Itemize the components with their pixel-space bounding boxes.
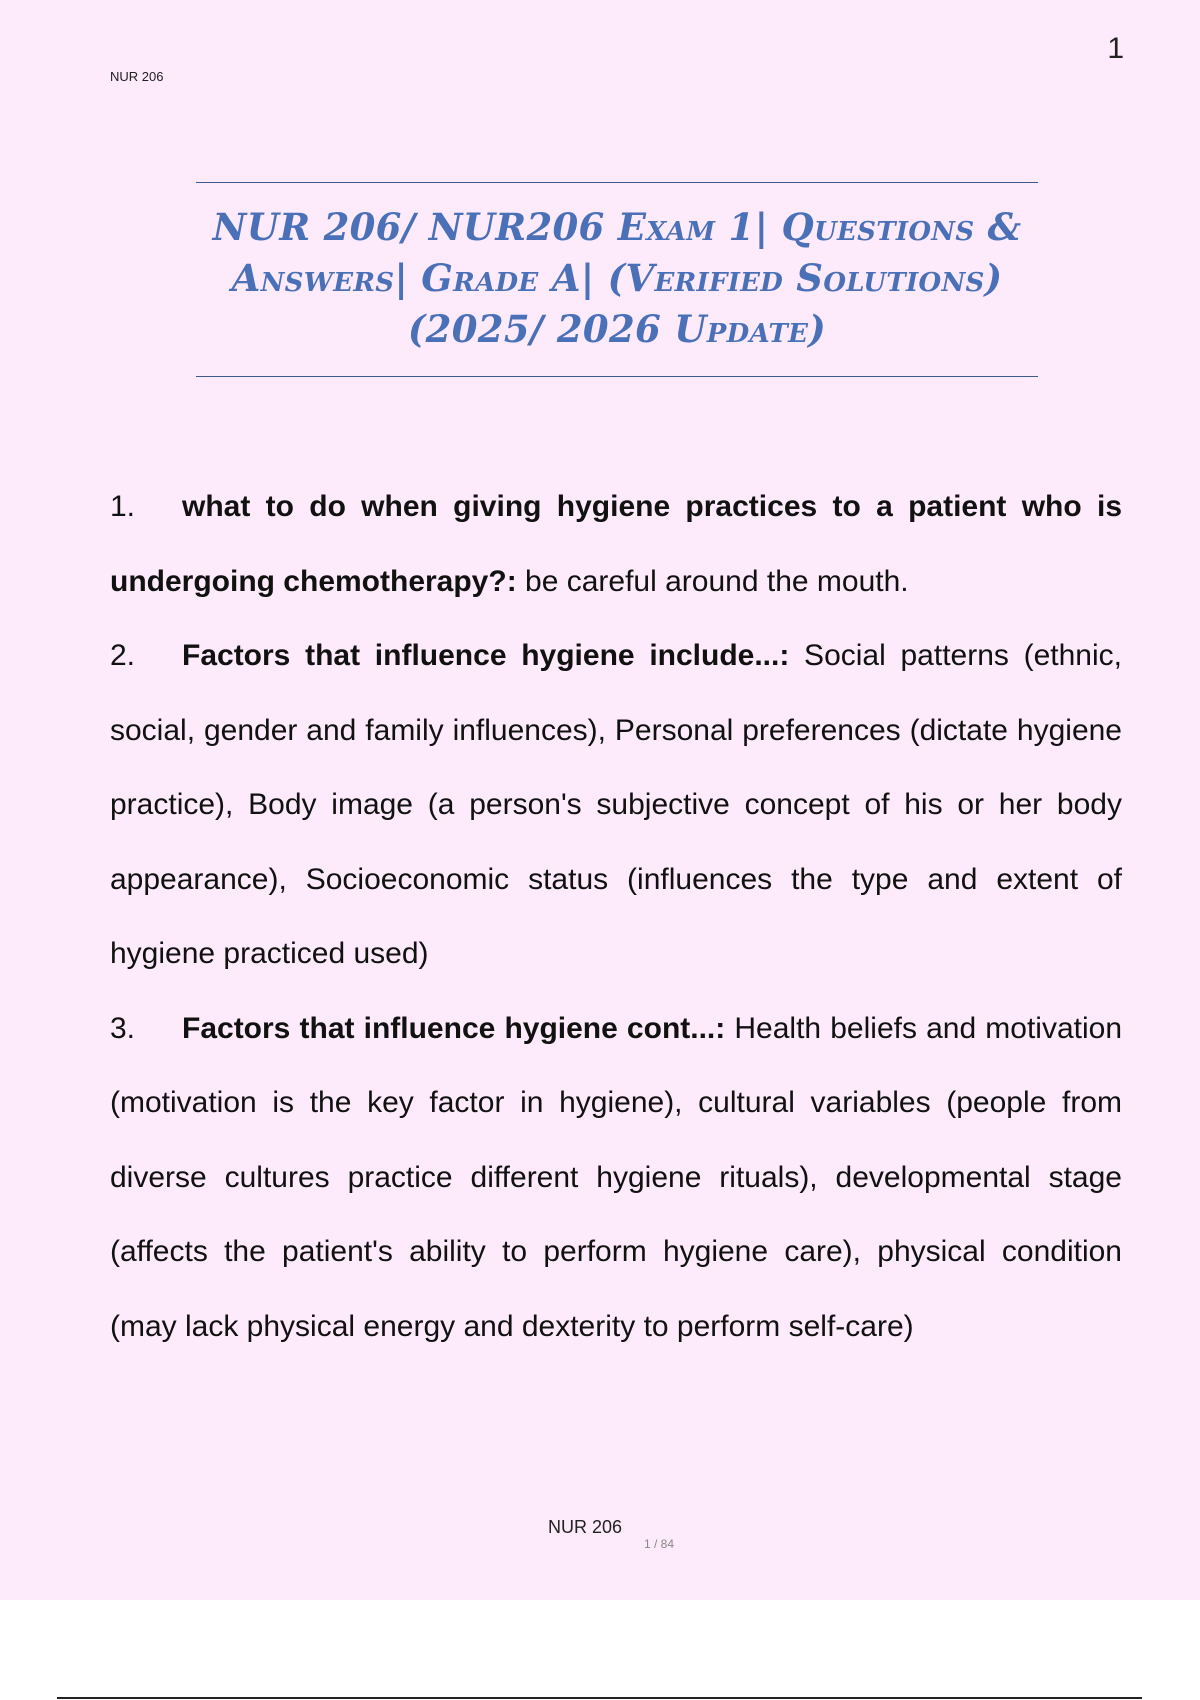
list-item xyxy=(110,470,1122,619)
title-line-3: (2025/ 2026 Update) xyxy=(407,307,827,351)
item-number: 3. xyxy=(110,1011,136,1045)
list-item xyxy=(110,992,1122,1365)
header-course-code: NUR 206 xyxy=(110,69,164,84)
item-number: 2. xyxy=(110,639,136,672)
list-item xyxy=(110,619,1122,992)
footer-page-indicator: 1 / 84 xyxy=(644,1537,675,1551)
title-line-1: NUR 206/ NUR206 Exam 1| Questions & xyxy=(212,205,1022,249)
page-separator-rule xyxy=(57,1697,1142,1699)
page-number: 1 xyxy=(1107,32,1124,65)
item-question: Factors that influence hygiene cont...: xyxy=(182,1011,726,1045)
item-question: what to do when giving hygiene practices to a patient who is undergoing chemotherapy?: xyxy=(110,490,1122,598)
question-list xyxy=(110,470,1122,1364)
item-answer: be careful around the mouth. xyxy=(516,564,909,598)
title-top-rule xyxy=(196,182,1038,183)
title-line-2: Answers| Grade A| (Verified Solutions) xyxy=(231,256,1003,300)
item-answer: Health beliefs and motivation (motivation is the key factor in hygiene), cultural variables (people from diverse cultures practice different hygiene rituals), developmental stage (affects the patient's ability to perform hygiene care), physical condition (may lack physical energy and dexterity to perform self-care) xyxy=(110,1011,1123,1343)
footer-course-code: NUR 206 xyxy=(548,1517,623,1537)
document-title xyxy=(196,202,1038,355)
item-number: 1. xyxy=(110,490,136,523)
item-question: Factors that influence hygiene include...: xyxy=(182,639,790,672)
item-answer: Social patterns (ethnic, social, gender and family influences), Personal preferences (dictate hygiene practice), Body image (a person's subjective concept of his or her body appearance), Socioeconomic status (influences the type and extent of hygiene practiced used) xyxy=(110,639,1122,970)
title-bottom-rule xyxy=(196,376,1038,377)
